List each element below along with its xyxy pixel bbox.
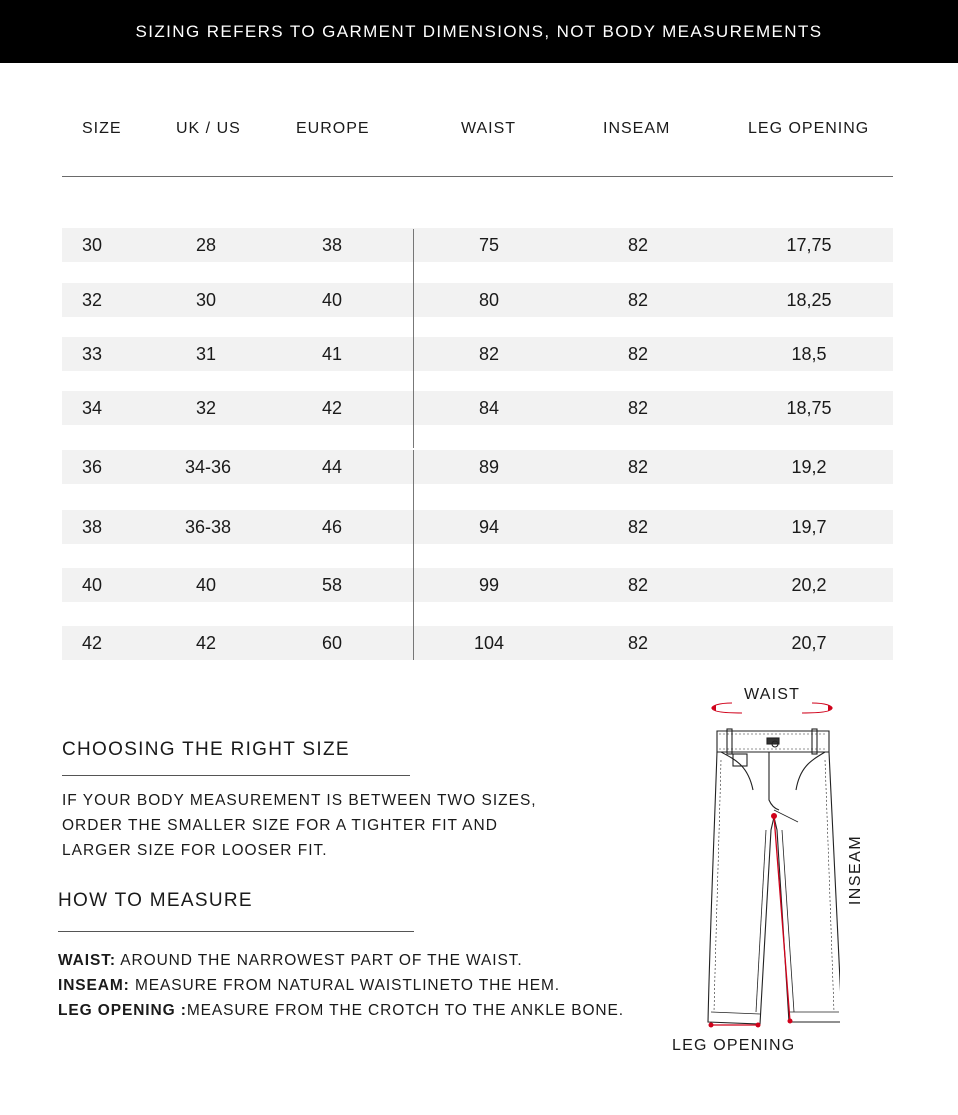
table-row <box>62 626 893 660</box>
cell-waist: 80 <box>478 290 500 310</box>
measure-text: MEASURE FROM THE CROTCH TO THE ANKLE BONE. <box>186 1002 624 1019</box>
cell-europe: 41 <box>321 344 343 364</box>
measure-list <box>58 948 624 1023</box>
cell-leg-opening: 19,7 <box>791 517 827 537</box>
table-row <box>62 283 893 317</box>
cell-waist: 104 <box>473 633 505 653</box>
column-divider <box>413 450 414 660</box>
cell-uk-us: 30 <box>195 290 217 310</box>
cell-leg-opening: 18,75 <box>786 398 832 418</box>
cell-size: 38 <box>82 517 103 537</box>
measure-label: INSEAM: <box>58 977 130 994</box>
cell-uk-us: 32 <box>195 398 217 418</box>
cell-leg-opening: 20,2 <box>791 575 827 595</box>
table-row <box>62 337 893 371</box>
cell-europe: 60 <box>321 633 343 653</box>
measure-item-leg-opening <box>58 998 624 1023</box>
choosing-line: ORDER THE SMALLER SIZE FOR A TIGHTER FIT AND <box>62 817 498 834</box>
cell-uk-us: 36-38 <box>184 517 232 537</box>
cell-uk-us: 42 <box>195 633 217 653</box>
cell-inseam: 82 <box>627 398 649 418</box>
cell-waist: 89 <box>478 457 500 477</box>
cell-inseam: 82 <box>627 344 649 364</box>
inseam-diagram-label: INSEAM <box>847 834 864 906</box>
table-row <box>62 510 893 544</box>
cell-uk-us: 40 <box>195 575 217 595</box>
cell-size: 33 <box>82 344 103 364</box>
choosing-line: IF YOUR BODY MEASUREMENT IS BETWEEN TWO SIZES, <box>62 792 537 809</box>
cell-europe: 38 <box>321 235 343 255</box>
cell-size: 42 <box>82 633 103 653</box>
choosing-line: LARGER SIZE FOR LOOSER FIT. <box>62 842 328 859</box>
cell-leg-opening: 20,7 <box>791 633 827 653</box>
column-divider <box>413 229 414 448</box>
header-divider <box>62 176 893 177</box>
header-europe: EUROPE <box>296 120 370 137</box>
choosing-title: CHOOSING THE RIGHT SIZE <box>62 739 350 760</box>
cell-waist: 75 <box>478 235 500 255</box>
cell-size: 30 <box>82 235 103 255</box>
measure-item-inseam <box>58 973 624 998</box>
header-inseam: INSEAM <box>603 120 671 137</box>
cell-size: 34 <box>82 398 103 418</box>
how-to-divider <box>58 931 414 932</box>
table-row <box>62 568 893 602</box>
table-row <box>62 228 893 262</box>
sizing-banner <box>0 0 958 63</box>
choosing-text <box>62 788 537 863</box>
cell-leg-opening: 18,5 <box>791 344 827 364</box>
jeans-diagram-icon <box>700 695 840 1030</box>
how-to-measure-title: HOW TO MEASURE <box>58 890 253 911</box>
cell-waist: 94 <box>478 517 500 537</box>
cell-uk-us: 34-36 <box>184 457 232 477</box>
cell-europe: 40 <box>321 290 343 310</box>
banner-text: SIZING REFERS TO GARMENT DIMENSIONS, NOT BODY MEASUREMENTS <box>135 21 823 41</box>
header-size: SIZE <box>82 120 122 137</box>
cell-inseam: 82 <box>627 457 649 477</box>
table-row <box>62 391 893 425</box>
table-row <box>62 450 893 484</box>
header-leg-opening: LEG OPENING <box>748 120 870 137</box>
measure-text: AROUND THE NARROWEST PART OF THE WAIST. <box>115 952 523 969</box>
cell-size: 40 <box>82 575 103 595</box>
cell-waist: 99 <box>478 575 500 595</box>
leg-opening-diagram-label: LEG OPENING <box>672 1037 796 1054</box>
cell-leg-opening: 19,2 <box>791 457 827 477</box>
cell-inseam: 82 <box>627 575 649 595</box>
measure-label: WAIST: <box>58 952 116 969</box>
measure-text: MEASURE FROM NATURAL WAISTLINETO THE HEM. <box>129 977 560 994</box>
cell-leg-opening: 18,25 <box>786 290 832 310</box>
cell-europe: 44 <box>321 457 343 477</box>
cell-inseam: 82 <box>627 517 649 537</box>
cell-inseam: 82 <box>627 633 649 653</box>
cell-size: 36 <box>82 457 103 477</box>
waist-diagram-label: WAIST <box>744 686 801 703</box>
cell-uk-us: 31 <box>195 344 217 364</box>
cell-europe: 46 <box>321 517 343 537</box>
cell-size: 32 <box>82 290 103 310</box>
cell-europe: 42 <box>321 398 343 418</box>
measure-label: LEG OPENING : <box>58 1002 187 1019</box>
header-waist: WAIST <box>461 120 517 137</box>
header-uk-us: UK / US <box>176 120 241 137</box>
cell-waist: 82 <box>478 344 500 364</box>
choosing-divider <box>62 775 410 776</box>
cell-inseam: 82 <box>627 235 649 255</box>
measure-item-waist <box>58 948 624 973</box>
cell-waist: 84 <box>478 398 500 418</box>
cell-inseam: 82 <box>627 290 649 310</box>
cell-europe: 58 <box>321 575 343 595</box>
cell-leg-opening: 17,75 <box>786 235 832 255</box>
cell-uk-us: 28 <box>195 235 217 255</box>
